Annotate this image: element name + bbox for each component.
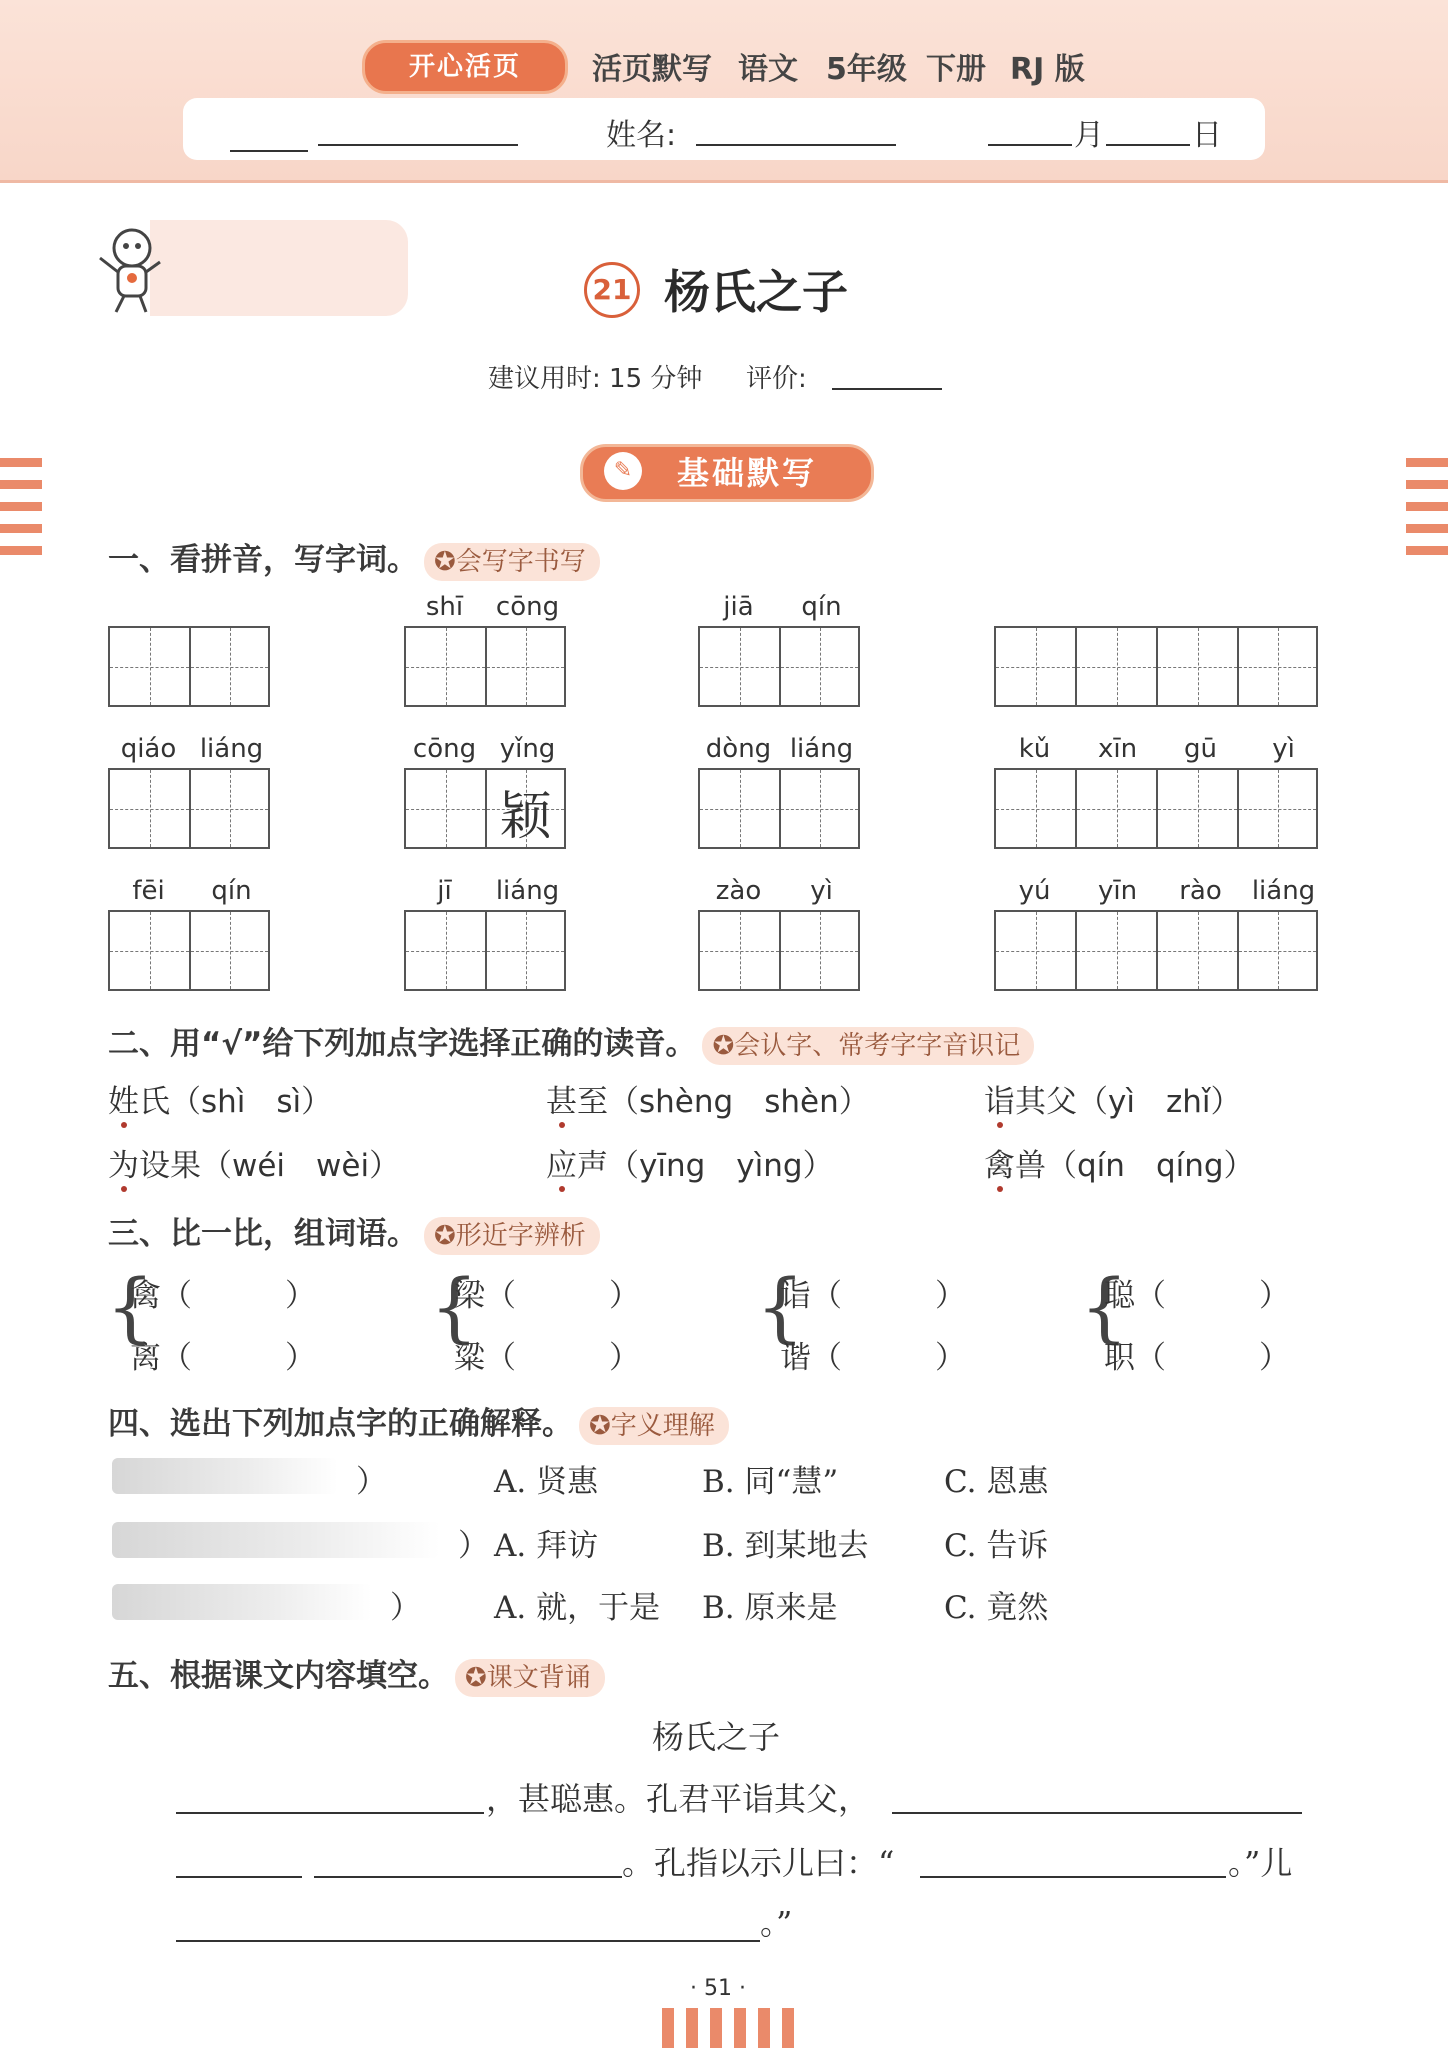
tianzi-cell[interactable]	[779, 626, 860, 707]
tianzi-cell[interactable]	[1237, 626, 1318, 707]
tianzi-grid-group	[698, 768, 860, 849]
lesson-number: 21	[584, 262, 640, 318]
tianzi-cell[interactable]	[1237, 768, 1318, 849]
bottom-stripe	[758, 2008, 770, 2048]
fill-blank-5[interactable]	[176, 1940, 760, 1942]
pinyin-syllable: jiā	[723, 592, 754, 622]
month-label: 月	[1074, 118, 1104, 153]
blurred-question-text	[112, 1584, 372, 1620]
pinyin-syllable: yīn	[1097, 876, 1138, 906]
edition-label: RJ 版	[1010, 52, 1085, 87]
name-blank[interactable]	[696, 144, 896, 146]
tianzi-grid-group	[698, 910, 860, 991]
brand-logo: 开心活页	[362, 40, 568, 94]
tianzi-cell[interactable]	[485, 910, 566, 991]
compare-word[interactable]: 聪（ ）	[1104, 1278, 1290, 1314]
pinyin-row	[107, 734, 273, 764]
pinyin-row	[107, 876, 273, 906]
pinyin-syllable: jī	[437, 876, 452, 906]
banner-label: 基础默写	[676, 454, 817, 492]
tianzi-cell[interactable]	[994, 626, 1075, 707]
tianzi-grid-group	[108, 768, 270, 849]
tianzi-grid-group	[404, 910, 566, 991]
pinyin-syllable: yǐng	[499, 734, 556, 764]
blurred-question-text	[112, 1458, 338, 1494]
pinyin-row	[403, 734, 569, 764]
pinyin-row	[403, 876, 569, 906]
dotted-char: 为	[108, 1148, 139, 1184]
tianzi-cell[interactable]	[994, 768, 1075, 849]
bottom-stripe	[662, 2008, 674, 2048]
word-rest: 至	[577, 1084, 608, 1120]
tianzi-grid-group	[108, 626, 270, 707]
month-blank[interactable]	[988, 144, 1072, 146]
q5-tag-text: 课文背诵	[486, 1663, 591, 1693]
pinyin-syllable: fēi	[132, 876, 165, 906]
pronunciation-item	[984, 1140, 1255, 1185]
pinyin-syllable: liáng	[1251, 876, 1316, 906]
tianzi-cell[interactable]	[1156, 768, 1237, 849]
option-a: A. 拜访	[494, 1528, 599, 1564]
pinyin-syllable: shī	[425, 592, 464, 622]
tianzi-grid-group	[994, 768, 1318, 849]
fill-blank-1[interactable]	[176, 1812, 484, 1814]
compare-word[interactable]: 禽（ ）	[130, 1278, 316, 1314]
mascot-bubble	[150, 220, 408, 316]
pinyin-syllable: yì	[1272, 734, 1295, 764]
q1-tag: ✪会写字书写	[424, 543, 600, 581]
tianzi-cell[interactable]	[189, 910, 270, 991]
poem-line2: 。孔指以示儿曰：“	[622, 1844, 895, 1882]
q4-tag: ✪字义理解	[579, 1407, 729, 1445]
tianzi-cell[interactable]	[1156, 910, 1237, 991]
word-rest: 声	[577, 1148, 608, 1184]
brace-icon: {	[106, 1262, 155, 1351]
evaluation-blank[interactable]	[832, 388, 942, 390]
compare-word[interactable]: 职（ ）	[1104, 1340, 1290, 1376]
volume-label: 下册	[926, 52, 986, 87]
bottom-stripe	[782, 2008, 794, 2048]
pinyin-syllable: liáng	[789, 734, 854, 764]
q2-heading	[108, 1018, 1034, 1063]
q3-tag-text: 形近字辨析	[455, 1221, 586, 1251]
tianzi-cell[interactable]	[189, 768, 270, 849]
pinyin-syllable: xīn	[1097, 734, 1138, 764]
time-hint: 建议用时: 15 分钟	[488, 364, 703, 394]
page-number: · 51 ·	[690, 1976, 746, 2001]
pinyin-syllable: zào	[715, 876, 762, 906]
q2-tag-text: 会认字、常考字字音识记	[734, 1031, 1021, 1061]
tianzi-cell[interactable]	[994, 910, 1075, 991]
tianzi-cell[interactable]	[108, 626, 189, 707]
tianzi-grid-group	[108, 910, 270, 991]
compare-word[interactable]: 诣（ ）	[780, 1278, 966, 1314]
tianzi-cell[interactable]	[779, 910, 860, 991]
fill-blank-3[interactable]	[314, 1876, 622, 1878]
option-b: B. 同“慧”	[702, 1464, 839, 1500]
pinyin-options[interactable]: （shèng shèn）	[608, 1084, 870, 1120]
q4-heading-text: 四、选出下列加点字的正确解释。	[108, 1406, 573, 1442]
pen-icon: ✎	[604, 452, 642, 490]
school-blank[interactable]	[318, 144, 518, 146]
tianzi-cell[interactable]	[1237, 910, 1318, 991]
q3-heading-text: 三、比一比，组词语。	[108, 1216, 418, 1252]
q2-tag: ✪会认字、常考字字音识记	[702, 1027, 1034, 1065]
q3-heading	[108, 1208, 600, 1253]
option-b: B. 原来是	[702, 1590, 838, 1626]
option-a: A. 就，于是	[494, 1590, 661, 1626]
q5-heading	[108, 1650, 605, 1695]
dotted-char: 甚	[546, 1084, 577, 1120]
poem-title: 杨氏之子	[652, 1718, 781, 1756]
tianzi-cell[interactable]	[404, 626, 485, 707]
poem-line2-end: 。”儿	[1228, 1844, 1293, 1882]
tianzi-grid-group	[994, 626, 1318, 707]
series-label: 活页默写	[592, 52, 712, 87]
tianzi-cell[interactable]	[1075, 626, 1156, 707]
tianzi-grid-group	[994, 910, 1318, 991]
option-c: C. 竟然	[944, 1590, 1049, 1626]
evaluation-label: 评价:	[746, 364, 807, 394]
option-c: C. 恩惠	[944, 1464, 1049, 1500]
brace-icon: {	[756, 1262, 805, 1351]
dotted-char: 禽	[984, 1148, 1015, 1184]
compare-word[interactable]: 梁（ ）	[454, 1278, 640, 1314]
q3-tag: ✪形近字辨析	[424, 1217, 600, 1255]
pinyin-syllable: kǔ	[1018, 734, 1051, 764]
tianzi-cell[interactable]	[1075, 910, 1156, 991]
pinyin-row	[697, 734, 863, 764]
header-divider	[0, 180, 1448, 183]
pinyin-syllable: liáng	[199, 734, 264, 764]
q1-heading-text: 一、看拼音，写字词。	[108, 542, 418, 578]
brace-icon: {	[430, 1262, 479, 1351]
tianzi-cell[interactable]	[108, 768, 189, 849]
pinyin-syllable: dòng	[705, 734, 772, 764]
word-rest: 设果	[139, 1148, 201, 1184]
pinyin-syllable: yì	[810, 876, 833, 906]
dotted-char: 应	[546, 1148, 577, 1184]
mascot-icon	[88, 222, 168, 318]
bottom-stripe	[734, 2008, 746, 2048]
tianzi-cell[interactable]	[698, 626, 779, 707]
fill-blank-3a[interactable]	[176, 1876, 302, 1878]
option-b: B. 到某地去	[702, 1528, 869, 1564]
pronunciation-item	[546, 1140, 834, 1185]
name-label: 姓名:	[606, 118, 677, 153]
poem-line1: ，甚聪惠。孔君平诣其父，	[486, 1780, 871, 1818]
q1-tag-text: 会写字书写	[455, 547, 586, 577]
blurred-question-text	[112, 1522, 440, 1558]
compare-word[interactable]: 离（ ）	[130, 1340, 316, 1376]
option-c: C. 告诉	[944, 1528, 1049, 1564]
tianzi-cell[interactable]	[698, 910, 779, 991]
answer-paren[interactable]: ）	[390, 1590, 421, 1626]
day-blank[interactable]	[1106, 144, 1190, 146]
q4-tag-text: 字义理解	[610, 1411, 715, 1441]
tianzi-cell[interactable]	[404, 910, 485, 991]
tianzi-cell[interactable]	[485, 626, 566, 707]
tianzi-grid-group	[404, 626, 566, 707]
dotted-char: 诣	[984, 1084, 1015, 1120]
bottom-stripe	[710, 2008, 722, 2048]
poem-line3-end: 。”	[760, 1904, 793, 1942]
tianzi-cell[interactable]	[779, 768, 860, 849]
pinyin-options[interactable]: （wéi wèi）	[201, 1148, 401, 1184]
pinyin-syllable: qín	[211, 876, 252, 906]
fill-blank-2[interactable]	[892, 1812, 1302, 1814]
pinyin-options[interactable]: （yīng yìng）	[608, 1148, 834, 1184]
pronunciation-item	[108, 1076, 332, 1121]
pinyin-options[interactable]: （yì zhǐ）	[1077, 1084, 1242, 1120]
grade-label: 5年级	[826, 52, 907, 87]
subject-label: 语文	[738, 52, 798, 87]
pronunciation-item	[984, 1076, 1242, 1121]
pinyin-row	[697, 592, 863, 622]
pinyin-syllable: gū	[1184, 734, 1217, 764]
tianzi-cell[interactable]	[1156, 626, 1237, 707]
option-a: A. 贤惠	[494, 1464, 599, 1500]
tianzi-grid-group	[404, 768, 566, 849]
answer-paren[interactable]: ）	[458, 1528, 489, 1564]
fill-blank-4[interactable]	[920, 1876, 1226, 1878]
compare-word[interactable]: 谐（ ）	[780, 1340, 966, 1376]
word-rest: 氏	[139, 1084, 170, 1120]
left-stripes	[0, 458, 42, 555]
q1-heading	[108, 534, 600, 579]
dotted-char: 姓	[108, 1084, 139, 1120]
tianzi-cell[interactable]	[698, 768, 779, 849]
pronunciation-item	[546, 1076, 870, 1121]
pinyin-row	[403, 592, 569, 622]
q2-heading-text: 二、用“√”给下列加点字选择正确的读音。	[108, 1026, 697, 1062]
bottom-stripe	[686, 2008, 698, 2048]
right-stripes	[1406, 458, 1448, 555]
brace-icon: {	[1080, 1262, 1129, 1351]
pinyin-options[interactable]: （shì sì）	[170, 1084, 333, 1120]
pinyin-syllable: qiáo	[120, 734, 177, 764]
word-rest: 兽	[1015, 1148, 1046, 1184]
day-label: 日	[1192, 118, 1222, 153]
pinyin-options[interactable]: （qín qíng）	[1046, 1148, 1255, 1184]
q4-heading	[108, 1398, 729, 1443]
tianzi-cell[interactable]	[108, 910, 189, 991]
answer-paren[interactable]: ）	[356, 1464, 387, 1500]
class-blank[interactable]	[230, 150, 308, 152]
pinyin-row	[993, 734, 1325, 764]
pinyin-syllable: cōng	[495, 592, 560, 622]
q5-tag: ✪课文背诵	[455, 1659, 605, 1697]
tianzi-cell[interactable]	[404, 768, 485, 849]
pinyin-row	[993, 876, 1325, 906]
pinyin-syllable: cōng	[412, 734, 477, 764]
pinyin-syllable: yú	[1018, 876, 1051, 906]
pronunciation-item	[108, 1140, 400, 1185]
pinyin-syllable: qín	[801, 592, 842, 622]
lesson-title: 杨氏之子	[664, 265, 848, 319]
pinyin-syllable: liáng	[495, 876, 560, 906]
tianzi-cell[interactable]	[485, 768, 566, 849]
q5-heading-text: 五、根据课文内容填空。	[108, 1658, 449, 1694]
tianzi-cell[interactable]	[1075, 768, 1156, 849]
tianzi-cell[interactable]	[189, 626, 270, 707]
compare-word[interactable]: 粱（ ）	[454, 1340, 640, 1376]
word-rest: 其父	[1015, 1084, 1077, 1120]
pinyin-row	[697, 876, 863, 906]
cell-character: 颖	[499, 787, 552, 847]
tianzi-grid-group	[698, 626, 860, 707]
pinyin-syllable: rào	[1179, 876, 1222, 906]
